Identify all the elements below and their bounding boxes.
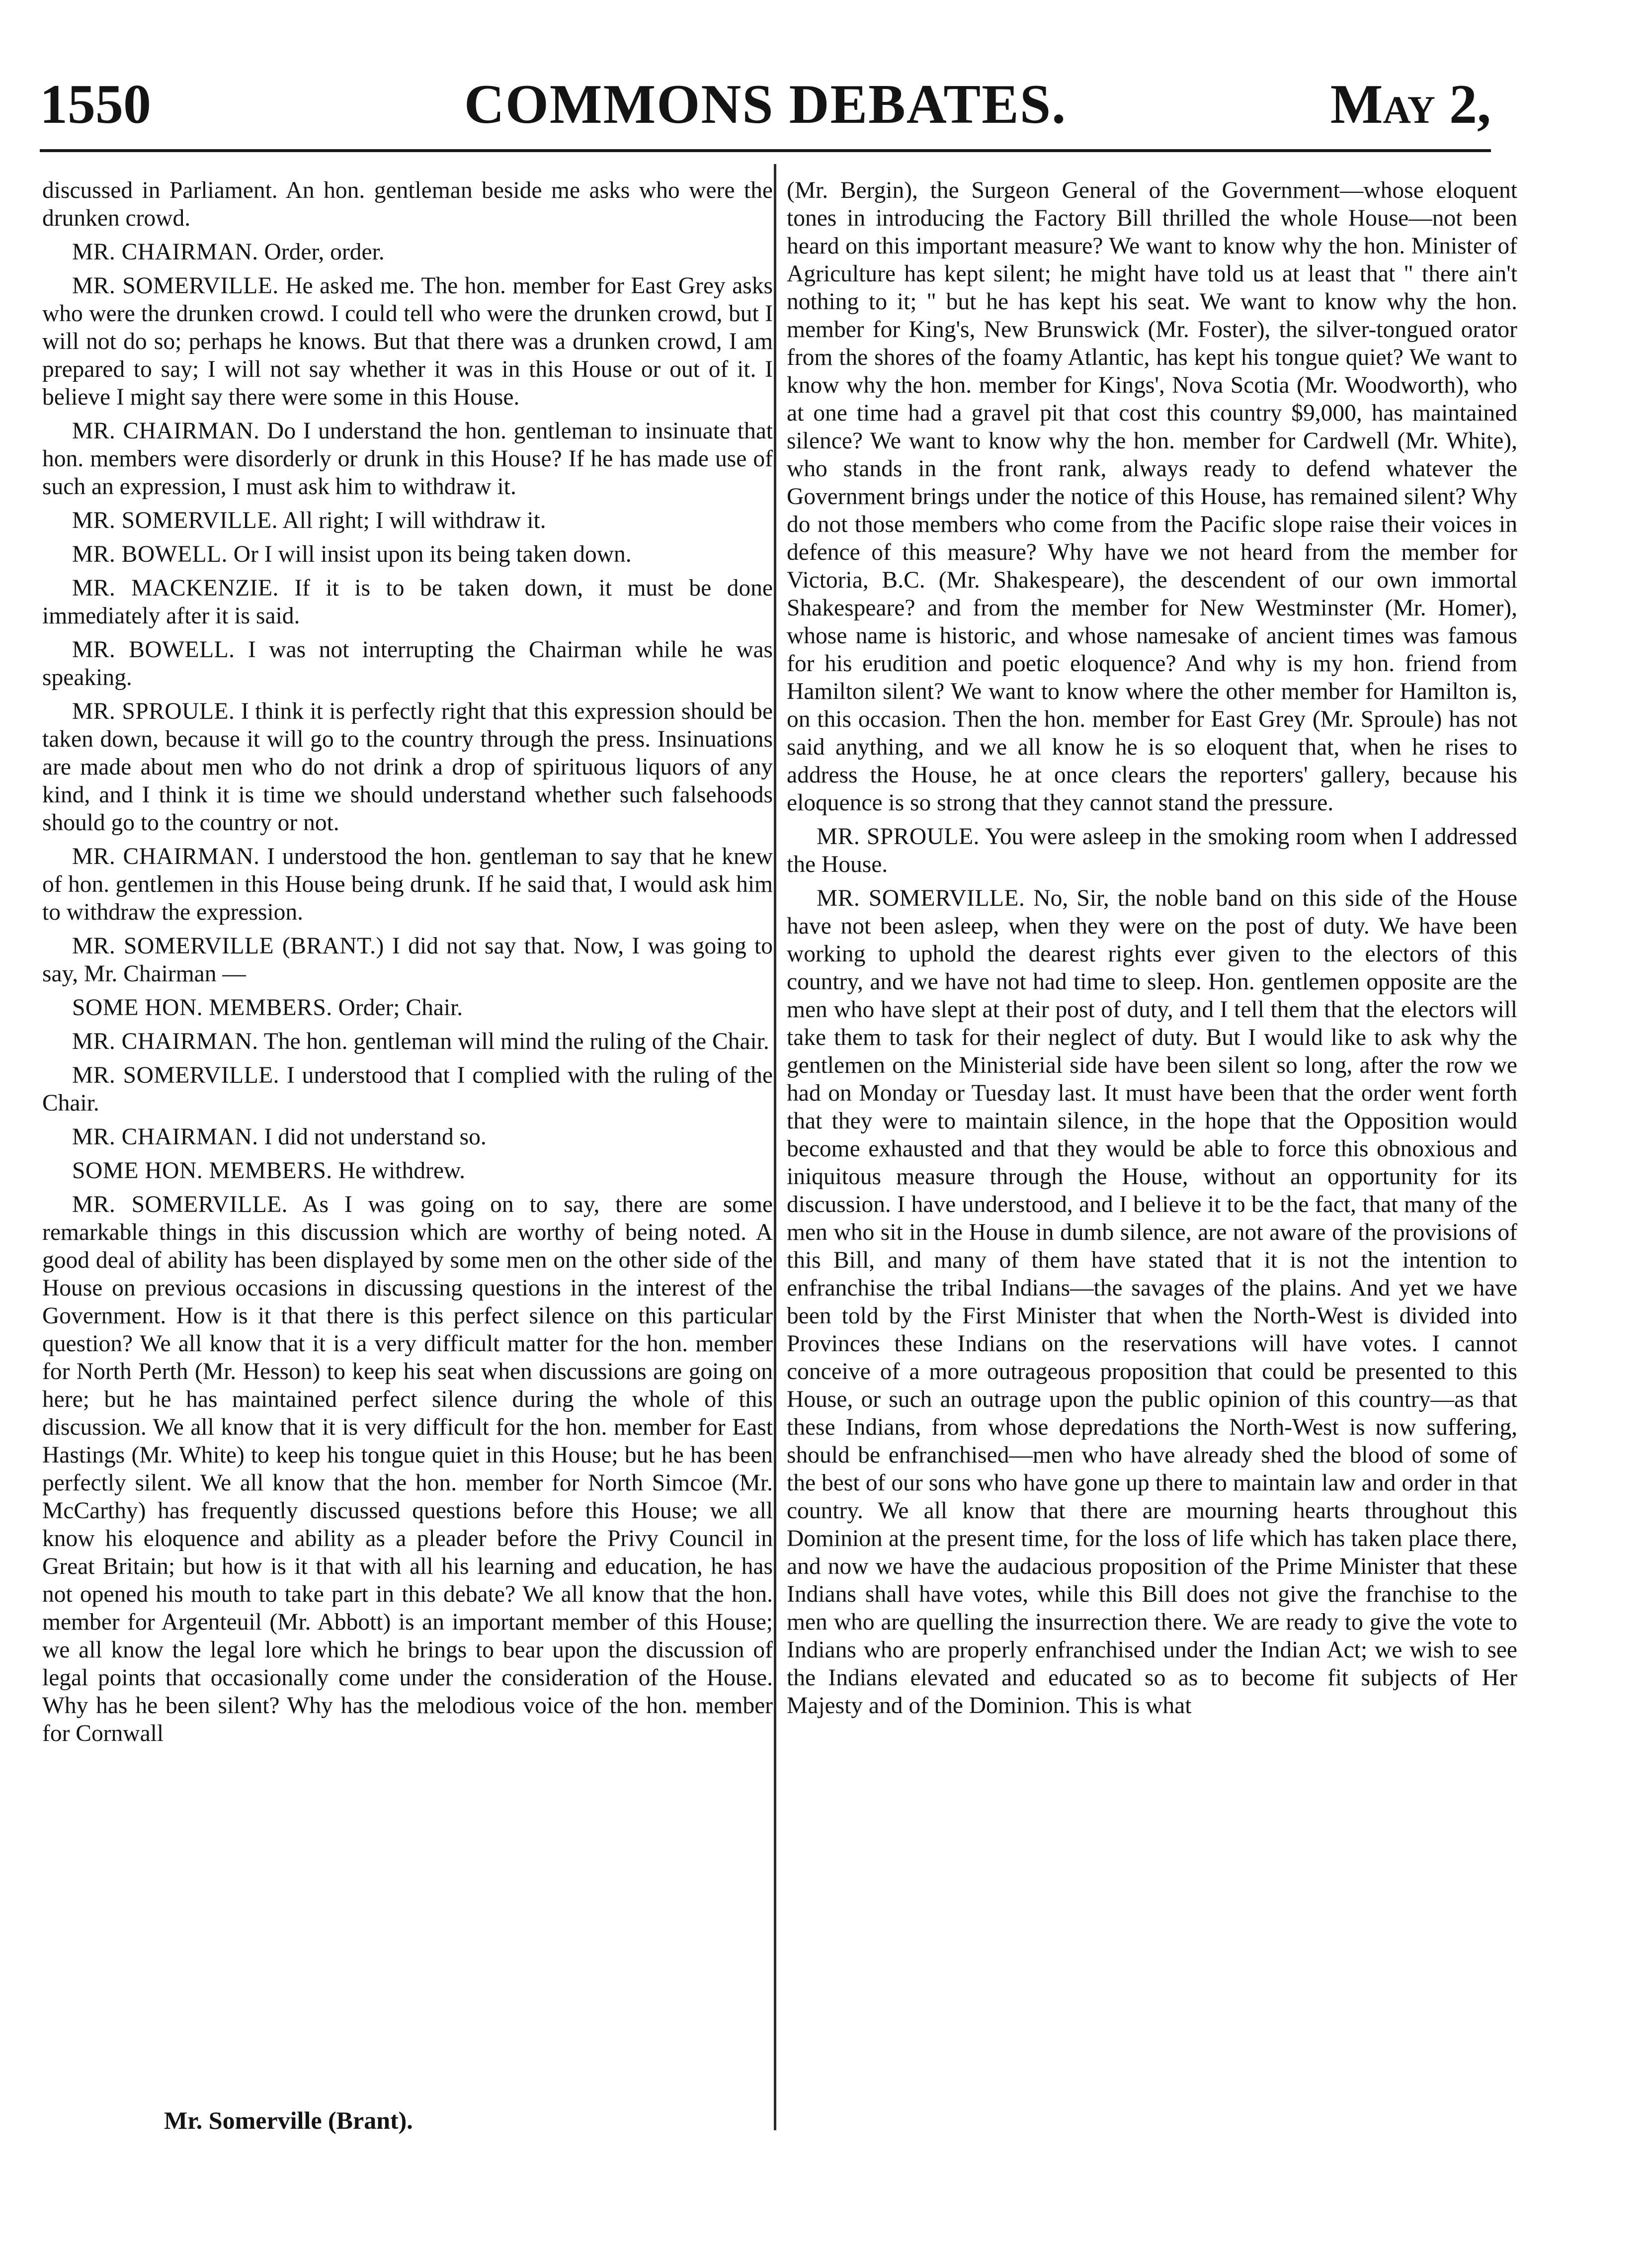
paragraph-text: He withdrew. <box>332 1158 465 1184</box>
paragraph-text: I think it is perfectly right that this expression should be taken down, because it will go to the country through the press. Insinuations are made about men who do not drink a drop of spirituous liquors of any kind, and I think it is time we should understand whether such falsehoods should go to the country or not. <box>42 698 773 836</box>
paragraph <box>42 507 773 534</box>
paragraph-text: I did not understand so. <box>258 1124 487 1150</box>
footer-signature: Mr. Somerville (Brant). <box>164 2106 413 2134</box>
speaker-name: MR. SOMERVILLE (BRANT.) <box>72 933 384 959</box>
column-divider <box>774 164 776 2130</box>
paragraph <box>787 823 1517 878</box>
paragraph-text: Order; Chair. <box>332 995 463 1021</box>
page-number: 1550 <box>40 74 151 135</box>
paragraph-text: As I was going on to say, there are some remarkable things in this discussion which are worthy of being noted. A good deal of ability has been displayed by some men on the other side of the House on previous occasions in discussing questions in the interest of the Government. How is it that there is this perfect silence on this particular question? We all know that it is a very difficult matter for the hon. member for North Perth (Mr. Hesson) to keep his seat when discussions are going on here; but he has maintained perfect silence during the whole of this discussion. We all know that it is very difficult for the hon. member for East Hastings (Mr. White) to keep his tongue quiet in this House; but he has been perfectly silent. We all know that the hon. member for North Simcoe (Mr. McCarthy) has frequently discussed questions before this House; we all know his eloquence and ability as a pleader before the Privy Council in Great Britain; but how is it that with all his learning and education, he has not opened his mouth to take part in this debate? We all know that the hon. member for Argenteuil (Mr. Abbott) is an important member of this House; we all know the legal lore which he brings to bear upon the discussion of legal points that occasionally come under the consideration of the House. Why has he been silent? Why has the melodious voice of the hon. member for Cornwall <box>42 1192 773 1746</box>
paragraph <box>42 272 773 411</box>
paragraph <box>42 1061 773 1117</box>
paragraph-text: (Mr. Bergin), the Surgeon General of the Government—whose eloquent tones in introducing the Factory Bill thrilled the whole House—not been heard on this important measure? We want to know why the hon. Minister of Agriculture has kept silent; he might have told us at least that " there ain't nothing to it; " but he has kept his seat. We want to know why the hon. member for King's, New Brunswick (Mr. Foster), the silver-tongued orator from the shores of the foamy Atlantic, has kept his tongue quiet? We want to know why the hon. member for Kings', Nova Scotia (Mr. Woodworth), who at one time had a gravel pit that cost this country $9,000, has maintained silence? We want to know why the hon. member for Cardwell (Mr. White), who stands in the front rank, always ready to defend whatever the Government brings under the notice of this House, has remained silent? Why do not those members who come from the Pacific slope raise their voices in defence of this measure? Why have we not heard from the member for Victoria, B.C. (Mr. Shakespeare), the descendent of our own immortal Shakespeare? and from the member for New Westminster (Mr. Homer), whose name is historic, and whose namesake of ancient times was famous for his erudition and poetic eloquence? And why is my hon. friend from Hamilton silent? We want to know where the other member for Hamilton is, on this occasion. Then the hon. member for East Grey (Mr. Sproule) has not said anything, and we all know he is so eloquent that, when he rises to address the House, he at once clears the reporters' gallery, because his eloquence is so strong that they cannot stand the pressure. <box>787 177 1517 816</box>
paragraph <box>42 540 773 568</box>
right-column <box>787 176 1517 1726</box>
left-column <box>42 176 773 1753</box>
header-rule <box>40 149 1491 152</box>
speaker-name: MR. SPROULE. <box>817 824 980 850</box>
paragraph <box>787 176 1517 817</box>
paragraph-text: No, Sir, the noble band on this side of the House have not been asleep, when they were on the post of duty. We have been working to uphold the dearest rights ever given to the electors of this country, and we have not had time to sleep. Hon. gentlemen opposite are the men who have slept at their post of duty, and I tell them that the electors will take them to task for their neglect of duty. But I would like to ask why the gentlemen on the Ministerial side have been silent so long, after the row we had on Monday or Tuesday last. It must have been that the order went forth that they were to maintain silence, in the hope that the Opposition would become exhausted and that they would be able to force this obnoxious and iniquitous measure through the House, without an opportunity for its discussion. I have understood, and I believe it to be the fact, that many of the men who sit in the House in dumb silence, are not aware of the provisions of this Bill, and many of them have stated that it is not the intention to enfranchise the tribal Indians—the savages of the plains. And yet we have been told by the First Minister that when the North-West is divided into Provinces these Indians on the reservations will have votes. I cannot conceive of a more outrageous proposition that could be presented to this House, or such an outrage upon the public opinion of this country—as that these Indians, from whose depredations the North-West is now suffering, should be enfranchised—men who have already shed the blood of some of the best of our sons who have gone up there to maintain law and order in that country. We all know that there are mourning hearts throughout this Dominion at the present time, for the loss of life which has taken place there, and now we have the audacious proposition of the Prime Minister that these Indians shall have votes, while this Bill does not give the franchise to the men who are quelling the insurrection there. We are ready to give the vote to Indians who are properly enfranchised under the Indian Act; we wish to see the Indians elevated and educated so as to become fit subjects of Her Majesty and of the Dominion. This is what <box>787 885 1517 1719</box>
paragraph-text: I understood that I complied with the ruling of the Chair. <box>42 1062 773 1116</box>
paragraph-text: All right; I will withdraw it. <box>278 508 546 533</box>
paragraph <box>787 884 1517 1720</box>
page-date: May 2, <box>1330 74 1491 135</box>
paragraph <box>42 843 773 926</box>
page-header <box>40 75 1491 154</box>
speaker-name: SOME HON. MEMBERS. <box>72 995 332 1021</box>
speaker-name: MR. CHAIRMAN. <box>72 844 260 869</box>
paragraph <box>42 176 773 232</box>
speaker-name: MR. CHAIRMAN. <box>72 418 260 444</box>
paragraph-text: Order, order. <box>258 239 385 265</box>
paragraph <box>42 1157 773 1185</box>
speaker-name: MR. BOWELL. <box>72 541 228 567</box>
paragraph <box>42 238 773 266</box>
paragraph <box>42 932 773 988</box>
paragraph <box>42 636 773 692</box>
paragraph <box>42 994 773 1022</box>
speaker-name: MR. CHAIRMAN. <box>72 239 258 265</box>
paragraph <box>42 1028 773 1055</box>
speaker-name: MR. CHAIRMAN. <box>72 1029 258 1054</box>
paragraph-text: The hon. gentleman will mind the ruling of the Chair. <box>258 1029 769 1054</box>
paragraph-text: I understood the hon. gentleman to say that he knew of hon. gentlemen in this House being drunk. If he said that, I would ask him to withdraw the expression. <box>42 844 773 925</box>
speaker-name: SOME HON. MEMBERS. <box>72 1158 332 1184</box>
paragraph <box>42 417 773 501</box>
page-title: COMMONS DEBATES. <box>464 74 1067 135</box>
speaker-name: MR. BOWELL. <box>72 637 235 663</box>
paragraph-text: Or I will insist upon its being taken down. <box>227 541 632 567</box>
paragraph <box>42 574 773 630</box>
paragraph-text: If it is to be taken down, it must be done immediately after it is said. <box>42 575 773 629</box>
speaker-name: MR. SPROULE. <box>72 698 235 724</box>
paragraph <box>42 697 773 837</box>
paragraph-text: You were asleep in the smoking room when I addressed the House. <box>787 824 1517 877</box>
paragraph-text: I did not say that. Now, I was going to say, Mr. Chairman — <box>42 933 773 987</box>
paragraph <box>42 1123 773 1151</box>
speaker-name: MR. CHAIRMAN. <box>72 1124 258 1150</box>
speaker-name: MR. SOMERVILLE. <box>72 508 278 533</box>
paragraph-text: I was not interrupting the Chairman while he was speaking. <box>42 637 773 691</box>
speaker-name: MR. SOMERVILLE. <box>72 273 279 299</box>
paragraph-text: discussed in Parliament. An hon. gentleman beside me asks who were the drunken crowd. <box>42 177 773 231</box>
speaker-name: MR. SOMERVILLE. <box>72 1062 280 1088</box>
paragraph-text: He asked me. The hon. member for East Grey asks who were the drunken crowd. I could tell who were the drunken crowd, but I will not do so; perhaps he knows. But that there was a drunken crowd, I am prepared to say; I will not say whether it was in this House or out of it. I believe I might say there were some in this House. <box>42 273 773 410</box>
speaker-name: MR. SOMERVILLE. <box>72 1192 288 1217</box>
speaker-name: MR. MACKENZIE. <box>72 575 279 601</box>
paragraph <box>42 1191 773 1747</box>
speaker-name: MR. SOMERVILLE. <box>817 885 1025 911</box>
paragraph-text: Do I understand the hon. gentleman to insinuate that hon. members were disorderly or drunk in this House? If he has made use of such an expression, I must ask him to withdraw it. <box>42 418 773 500</box>
